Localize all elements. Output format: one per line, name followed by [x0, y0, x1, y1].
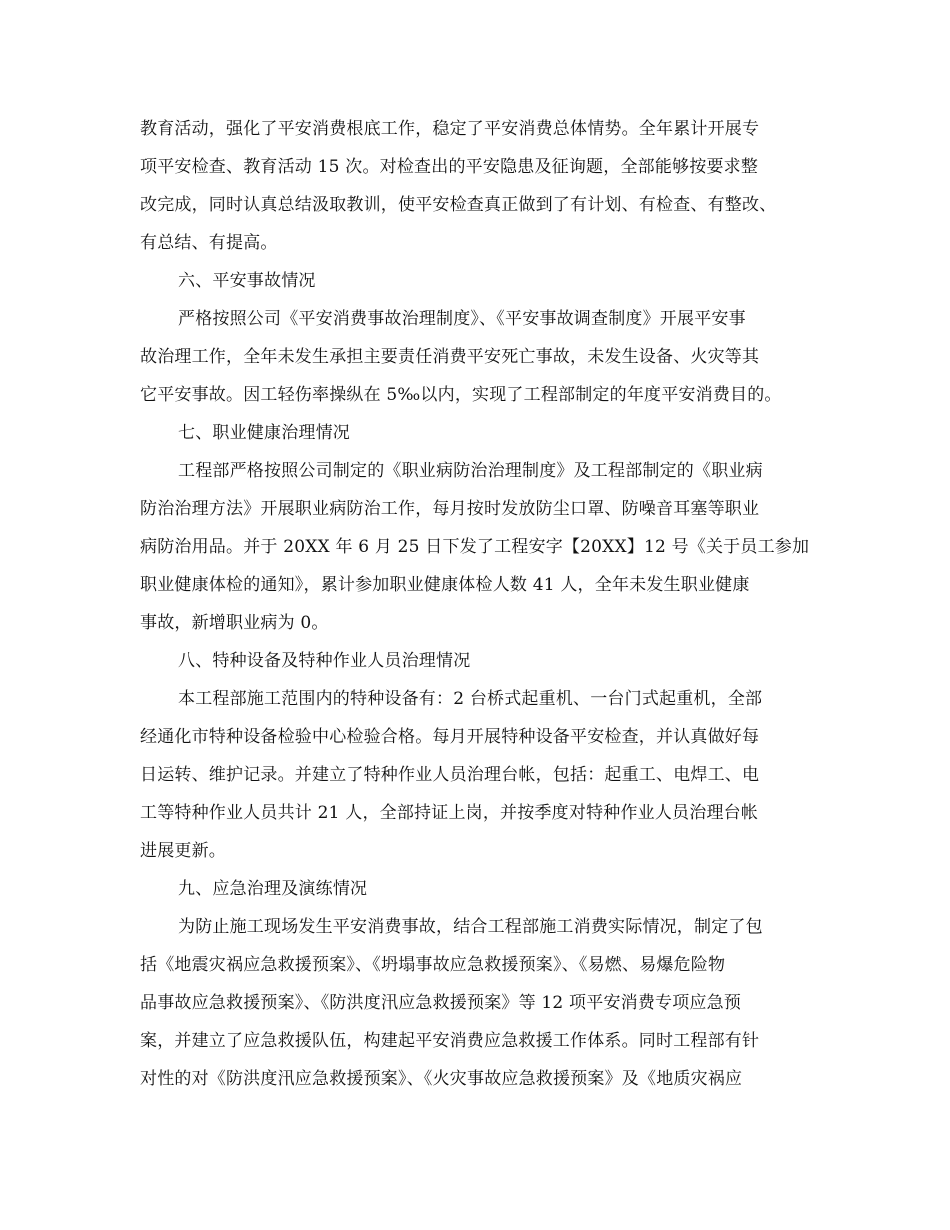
- text-line: 职业健康体检的通知》，累计参加职业健康体检人数 41 人，全年未发生职业健康: [140, 575, 750, 595]
- text-line: 日运转、维护记录。并建立了特种作业人员治理台帐，包括：起重工、电焊工、电: [140, 765, 760, 785]
- text-line: 为防止施工现场发生平安消费事故，结合工程部施工消费实际情况，制定了包: [178, 917, 763, 937]
- text-line: 进展更新。: [140, 841, 226, 861]
- text-line: 严格按照公司《平安消费事故治理制度》、《平安事故调查制度》开展平安事: [178, 309, 746, 329]
- text-line: 它平安事故。因工轻伤率操纵在 5‰以内，实现了工程部制定的年度平安消费目的。: [140, 385, 782, 405]
- text-line: 防治治理方法》开展职业病防治工作，每月按时发放防尘口罩、防噪音耳塞等职业: [140, 499, 760, 519]
- section-heading: 八、特种设备及特种作业人员治理情况: [178, 651, 471, 671]
- text-line: 对性的对《防洪度汛应急救援预案》、《火灾事故应急救援预案》及《地质灾祸应: [140, 1069, 743, 1089]
- text-line: 事故，新增职业病为 0。: [140, 613, 329, 633]
- text-line: 案，并建立了应急救援队伍，构建起平安消费应急救援工作体系。同时工程部有针: [140, 1031, 760, 1051]
- text-line: 有总结、有提高。: [140, 233, 278, 253]
- text-line: 改完成，同时认真总结汲取教训，使平安检查真正做到了有计划、有检查、有整改、: [140, 195, 777, 215]
- text-line: 品事故应急救援预案》、《防洪度汛应急救援预案》等 12 项平安消费专项应急预: [140, 993, 742, 1013]
- text-line: 工等特种作业人员共计 21 人，全部持证上岗，并按季度对特种作业人员治理台帐: [140, 803, 759, 823]
- text-line: 括《地震灾祸应急救援预案》、《坍塌事故应急救援预案》、《易燃、易爆危险物: [140, 955, 726, 975]
- text-line: 本工程部施工范围内的特种设备有：2 台桥式起重机、一台门式起重机，全部: [178, 689, 763, 709]
- text-line: 项平安检查、教育活动 15 次。对检查出的平安隐患及征询题，全部能够按要求整: [140, 157, 759, 177]
- section-heading: 六、平安事故情况: [178, 271, 316, 291]
- text-line: 病防治用品。并于 20XX 年 6 月 25 日下发了工程安字【20XX】12 号《关于员工参加: [140, 537, 810, 557]
- section-heading: 九、应急治理及演练情况: [178, 879, 368, 899]
- text-line: 经通化市特种设备检验中心检验合格。每月开展特种设备平安检查，并认真做好每: [140, 727, 760, 747]
- text-line: 故治理工作，全年未发生承担主要责任消费平安死亡事故，未发生设备、火灾等其: [140, 347, 760, 367]
- text-line: 教育活动，强化了平安消费根底工作，稳定了平安消费总体情势。全年累计开展专: [140, 119, 760, 139]
- section-heading: 七、职业健康治理情况: [178, 423, 350, 443]
- text-line: 工程部严格按照公司制定的《职业病防治治理制度》及工程部制定的《职业病: [178, 461, 763, 481]
